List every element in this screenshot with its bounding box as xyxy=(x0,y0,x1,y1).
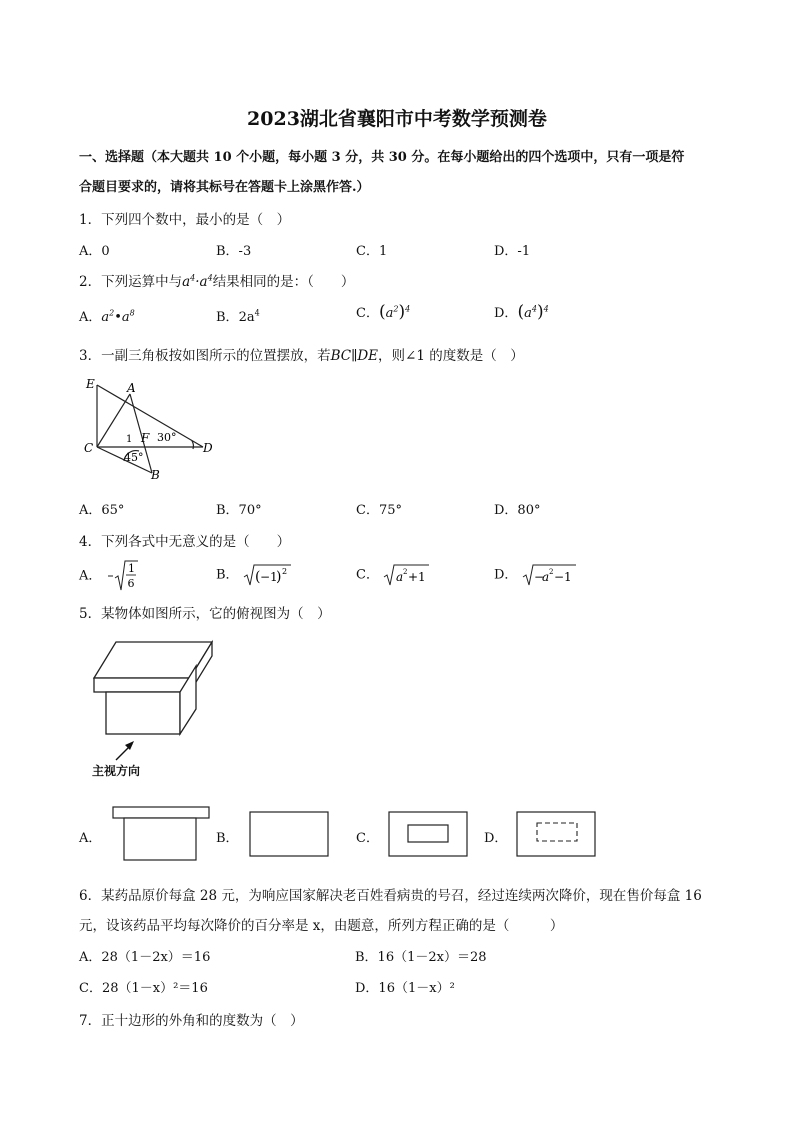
question-2-option-b xyxy=(216,306,260,325)
option-d-sqrt-expression xyxy=(522,563,578,587)
label-e: E xyxy=(86,377,95,391)
question-7-stem: 7．正十边形的外角和的度数为（ ） xyxy=(79,1013,304,1029)
question-6-option-b: B．16（1－2x）＝28 xyxy=(355,950,487,965)
section-heading-line1: 一、选择题（本大题共 10 个小题，每小题 3 分，共 30 分。在每小题给出的四个选项中，只有一项是符 xyxy=(79,150,685,165)
view-direction-caption: 主视方向 xyxy=(92,764,141,778)
svg-text:a: a xyxy=(396,570,404,584)
slab-front-face xyxy=(94,678,190,692)
svg-text:+1: +1 xyxy=(408,570,426,584)
question-1-option-b: B．-3 xyxy=(216,244,252,259)
label-f: F xyxy=(141,431,150,445)
option-label: A． xyxy=(79,310,102,325)
svg-text:2: 2 xyxy=(281,567,287,576)
svg-text:(: ( xyxy=(254,569,261,585)
question-2-stem-suffix: 结果相同的是：（ ） xyxy=(212,274,355,290)
question-2-expression: $a^4\cdot a^4$ xyxy=(182,273,213,290)
svg-text:a: a xyxy=(541,570,549,584)
option-a-sqrt-expression xyxy=(106,559,140,593)
question-1-option-c: C．1 xyxy=(356,244,388,259)
question-4-option-b xyxy=(216,563,293,587)
question-1-option-a: A．0 xyxy=(79,244,110,259)
question-4-option-c xyxy=(356,563,431,587)
segment-ed xyxy=(97,385,203,447)
option-b-sqrt-expression xyxy=(243,563,293,587)
question-3-option-c: C．75° xyxy=(356,503,402,518)
label-angle-30: 30° xyxy=(157,431,177,444)
label-d: D xyxy=(203,441,213,455)
option-c-expression: $(a^2)^4$ xyxy=(378,302,411,322)
question-5-option-d-figure xyxy=(516,811,598,859)
question-5-option-c-figure xyxy=(388,811,470,859)
label-b: B xyxy=(151,468,160,482)
label-a: A xyxy=(127,381,136,395)
svg-text:1: 1 xyxy=(127,562,135,575)
svg-text:6: 6 xyxy=(127,577,135,590)
question-2-stem-prefix: 2．下列运算中与 xyxy=(79,274,183,290)
base-front-face xyxy=(106,692,180,734)
question-4-option-d xyxy=(494,563,578,587)
question-3-option-b: B．70° xyxy=(216,503,262,518)
svg-text:): ) xyxy=(275,569,282,585)
label-c: C xyxy=(84,441,94,455)
question-2-option-c xyxy=(356,302,410,322)
question-1-option-d: D．-1 xyxy=(494,244,531,259)
option-c-sqrt-expression xyxy=(383,563,431,587)
question-5-option-b-figure xyxy=(249,811,331,859)
question-5-option-d-label: D． xyxy=(484,831,508,846)
option-label: B． xyxy=(216,567,239,583)
label-angle-1: 1 xyxy=(126,434,133,445)
question-5-option-a-label: A． xyxy=(79,831,102,846)
question-3-parallel: BC∥DE xyxy=(330,348,379,364)
option-a-expression: $a^2•a^8$ xyxy=(101,308,135,325)
question-6-option-c: C．28（1－x）²＝16 xyxy=(79,981,208,996)
angle-30-arc xyxy=(192,441,193,449)
option-d-expression: $(a^4)^4$ xyxy=(517,302,549,322)
svg-text:−1: −1 xyxy=(259,570,278,584)
question-3-option-d: D．80° xyxy=(494,503,541,518)
question-5-option-a-figure xyxy=(112,806,210,862)
question-4-stem: 4．下列各式中无意义的是（ ） xyxy=(79,534,291,550)
question-3-stem xyxy=(79,344,524,364)
question-5-option-c-label: C． xyxy=(356,831,379,846)
svg-text:2: 2 xyxy=(403,568,408,576)
question-2-stem xyxy=(79,270,354,290)
option-label: B． xyxy=(216,310,239,325)
question-6-option-a: A．28（1－2x）＝16 xyxy=(79,950,211,965)
question-1-stem: 1．下列四个数中，最小的是（ ） xyxy=(79,212,291,228)
svg-text:−1: −1 xyxy=(553,570,572,584)
question-5-option-b-label: B． xyxy=(216,831,239,846)
question-2-option-a xyxy=(79,306,135,325)
question-5-object-figure xyxy=(90,638,216,740)
question-4-option-a xyxy=(79,559,140,593)
question-6-stem-line2: 元，设该药品平均每次降价的百分率是 x，由题意，所列方程正确的是（ ） xyxy=(79,918,564,934)
page-title: 2023湖北省襄阳市中考数学预测卷 xyxy=(247,108,547,130)
question-6-stem-line1: 6．某药品原价每盒 28 元，为响应国家解决老百姓看病贵的号召，经过连续两次降价，现在售价每盒 16 xyxy=(79,888,702,904)
option-label: D． xyxy=(494,306,518,321)
view-direction-arrow-icon xyxy=(112,740,138,762)
option-label: D． xyxy=(494,567,518,583)
question-3-stem-prefix: 3．一副三角板按如图所示的位置摆放，若 xyxy=(79,348,331,364)
svg-text:2: 2 xyxy=(548,568,554,576)
question-3-stem-mid: ，则∠1 的度数是（ ） xyxy=(378,348,524,364)
svg-text:−: − xyxy=(533,570,544,584)
option-b-expression: $2a^4$ xyxy=(238,308,260,325)
question-3-figure xyxy=(80,372,220,484)
option-label: C． xyxy=(356,567,379,583)
section-heading-line2: 合题目要求的，请将其标号在答题卡上涂黑作答.） xyxy=(79,180,370,195)
question-2-option-d xyxy=(494,302,549,322)
question-6-option-d: D．16（1－x）² xyxy=(355,981,455,996)
label-angle-45: 45° xyxy=(124,451,144,464)
question-5-stem: 5．某物体如图所示，它的俯视图为（ ） xyxy=(79,606,331,622)
question-3-option-a: A．65° xyxy=(79,503,125,518)
option-label: A． xyxy=(79,568,102,584)
option-label: C． xyxy=(356,306,379,321)
